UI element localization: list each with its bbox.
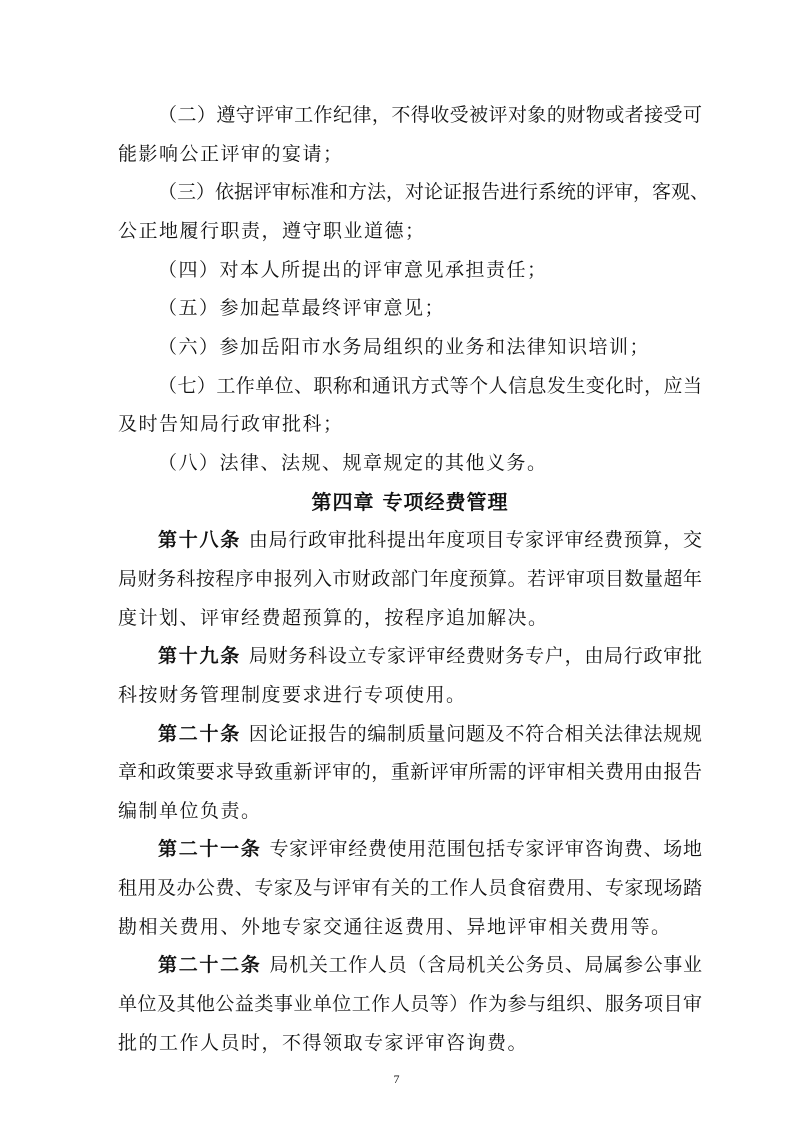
paragraph-line — [118, 367, 702, 406]
line-text: 局财务科按程序申报列入市财政部门年度预算。若评审项目数量超年 — [118, 567, 702, 590]
paragraph-line — [118, 560, 702, 599]
line-text: 局财务科设立专家评审经费财务专户，由局行政审批 — [248, 645, 702, 668]
article-label: 第十九条 — [158, 645, 241, 668]
line-text: 租用及办公费、专家及与评审有关的工作人员食宿费用、专家现场踏 — [118, 877, 702, 900]
paragraph-line — [118, 405, 702, 444]
line-text: 局机关工作人员（含局机关公务员、局属参公事业 — [269, 954, 702, 977]
paragraph-line — [118, 792, 702, 831]
line-text: 能影响公正评审的宴请； — [118, 142, 344, 165]
line-text: 专家评审经费使用范围包括专家评审咨询费、场地 — [269, 838, 702, 861]
article-label: 第二十条 — [158, 722, 241, 745]
line-text: 单位及其他公益类事业单位工作人员等）作为参与组织、服务项目审 — [118, 993, 702, 1016]
paragraph-line — [118, 135, 702, 174]
article-label: 第二十一条 — [158, 838, 262, 861]
paragraph-line — [118, 444, 702, 483]
paragraph-line — [118, 328, 702, 367]
line-text: 度计划、评审经费超预算的，按程序追加解决。 — [118, 606, 549, 629]
paragraph-line — [118, 251, 702, 290]
line-text: 批的工作人员时，不得领取专家评审咨询费。 — [118, 1031, 529, 1054]
chapter-heading: 第四章 专项经费管理 — [311, 489, 509, 514]
paragraph-line — [118, 753, 702, 792]
paragraph-line — [118, 637, 702, 676]
paragraph-line — [118, 830, 702, 869]
paragraph-line — [118, 96, 702, 135]
paragraph-line — [118, 946, 702, 985]
paragraph-line — [118, 985, 702, 1024]
paragraph-line — [118, 869, 702, 908]
paragraph-line — [118, 212, 702, 251]
line-text: （八）法律、法规、规章规定的其他义务。 — [158, 451, 548, 474]
paragraph-line — [118, 676, 702, 715]
line-text: （七）工作单位、职称和通讯方式等个人信息发生变化时，应当 — [158, 374, 702, 397]
article-label: 第二十二条 — [158, 954, 262, 977]
line-text: （四）对本人所提出的评审意见承担责任； — [158, 258, 548, 281]
paragraph-line — [118, 908, 702, 947]
line-text: 由局行政审批科提出年度项目专家评审经费预算，交 — [248, 529, 702, 552]
article-label: 第十八条 — [158, 529, 241, 552]
paragraph-line — [118, 173, 710, 212]
line-text: （二）遵守评审工作纪律，不得收受被评对象的财物或者接受可 — [158, 104, 702, 126]
line-text: 编制单位负责。 — [118, 799, 262, 822]
document-body — [118, 96, 710, 1062]
line-text: 章和政策要求导致重新评审的，重新评审所需的评审相关费用由报告 — [118, 761, 702, 784]
line-text: 公正地履行职责，遵守职业道德； — [118, 219, 426, 242]
paragraph-line — [118, 521, 702, 560]
line-text: （五）参加起草最终评审意见； — [158, 297, 446, 320]
paragraph-line — [118, 599, 702, 638]
line-text: 因论证报告的编制质量问题及不符合相关法律法规规 — [248, 722, 702, 745]
line-text: （三）依据评审标准和方法，对论证报告进行系统的评审，客观、 — [158, 181, 710, 204]
paragraph-line — [118, 289, 702, 328]
line-text: 勘相关费用、外地专家交通往返费用、异地评审相关费用等。 — [118, 915, 672, 938]
paragraph-line — [118, 1024, 702, 1063]
page-number: 7 — [393, 1072, 400, 1086]
line-text: 及时告知局行政审批科； — [118, 413, 344, 436]
line-text: （六）参加岳阳市水务局组织的业务和法律知识培训； — [158, 335, 651, 358]
line-text: 科按财务管理制度要求进行专项使用。 — [118, 683, 467, 706]
paragraph-line — [118, 715, 702, 754]
